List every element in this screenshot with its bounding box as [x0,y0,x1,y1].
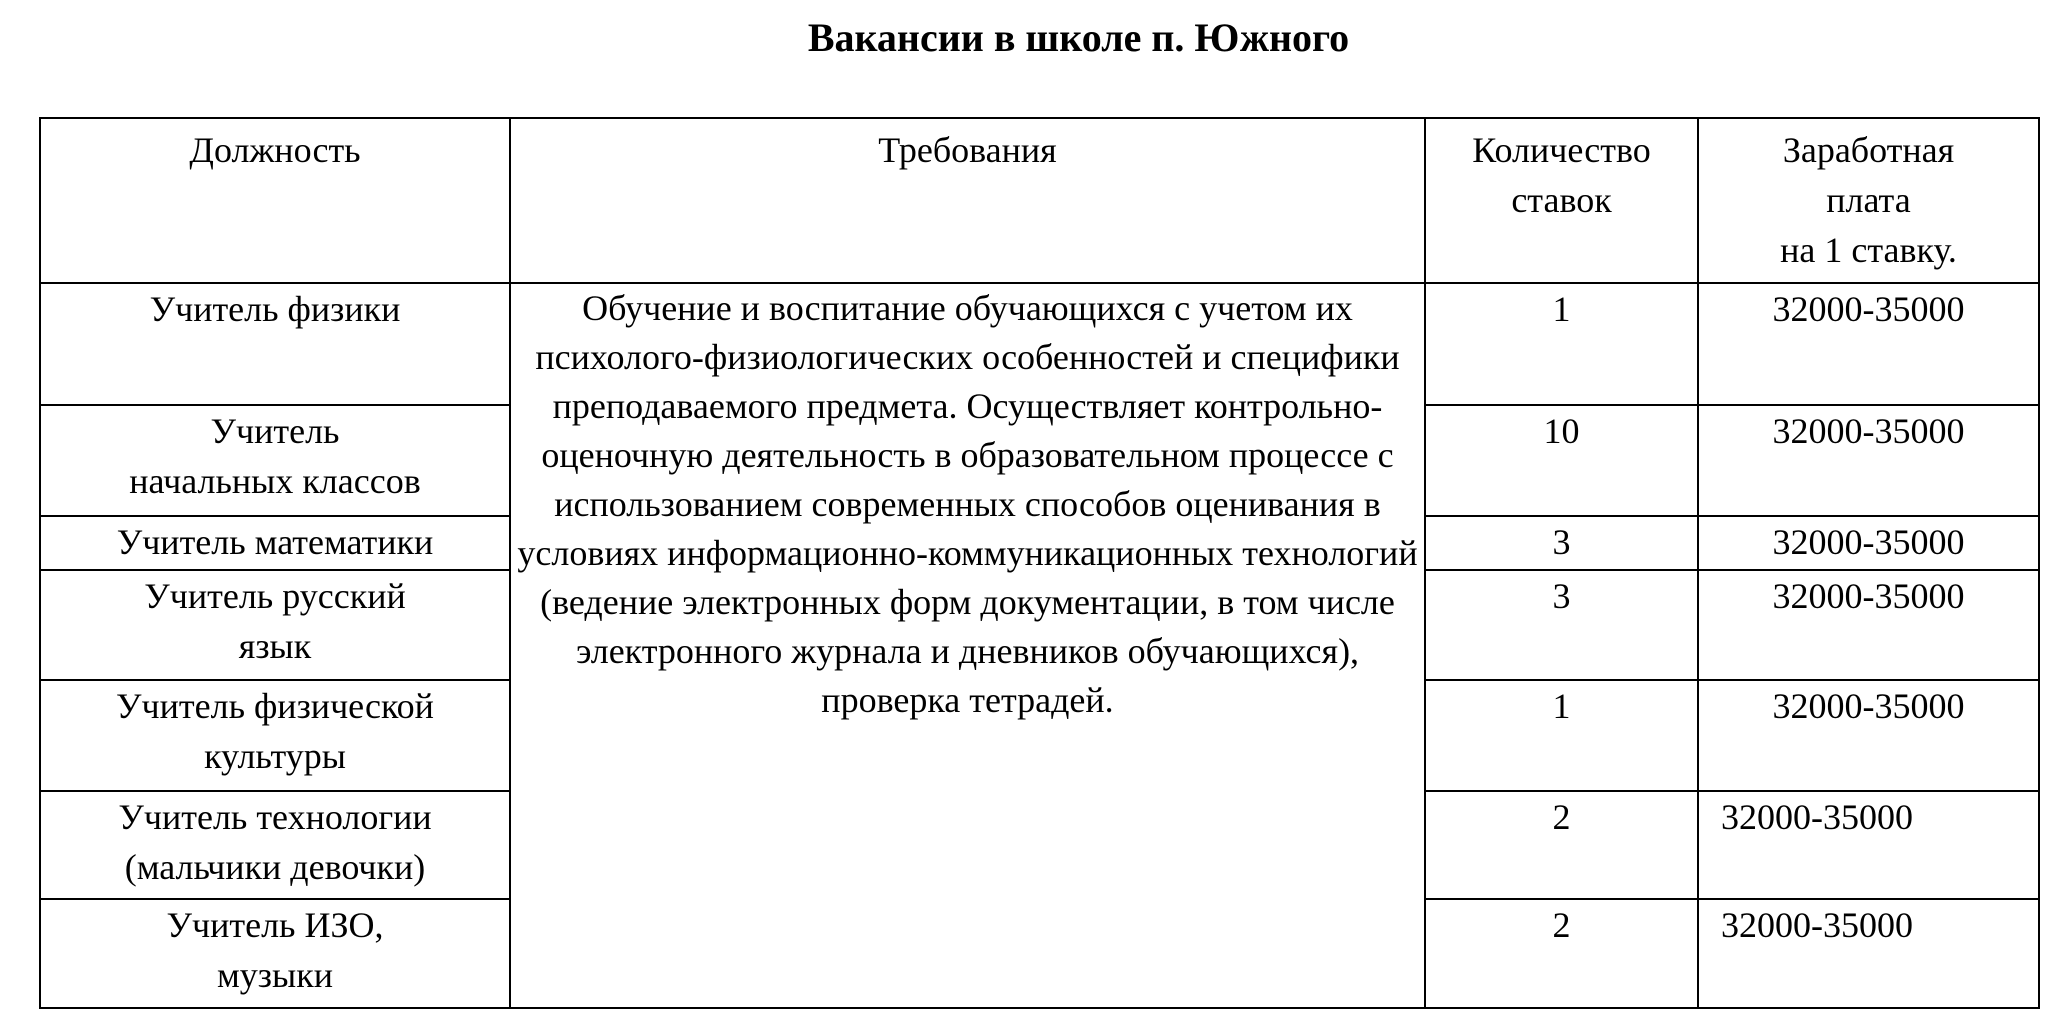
salary-cell [1698,283,2039,405]
header-salary-label-line3: на 1 ставку. [1780,230,1957,270]
rates-value: 3 [1552,576,1571,616]
rates-value: 1 [1552,289,1571,329]
rates-cell [1425,570,1698,680]
requirements-text: Обучение и воспитание обучающихся с учетом их психолого-физиологических особенностей и специфики преподаваемого предмета. Осуществляет контрольно-оценочную деятельность в образовательном процессе с использованием современных способов оценивания в условиях информационно-коммуникационных технологий (ведение электронных форм документации, в том числе электронного журнала и дневников обучающихся), проверка тетрадей. [517,288,1418,720]
salary-value: 32000-35000 [1772,411,1965,451]
rates-cell [1425,405,1698,516]
position-label-line2: начальных классов [129,461,421,501]
position-label-line2: язык [238,626,312,666]
position-label-line2: (мальчики девочки) [124,847,426,887]
position-cell [40,899,510,1008]
header-requirements-label: Требования [878,130,1057,170]
page-title: Вакансии в школе п. Южного [807,15,1350,60]
position-label: Учитель математики [116,522,434,562]
rates-cell [1425,516,1698,570]
position-label-line1: Учитель русский [144,576,406,616]
rates-value: 2 [1552,905,1571,945]
salary-value: 32000-35000 [1772,522,1965,562]
position-label-line2: культуры [204,736,346,776]
position-cell [40,283,510,405]
salary-value: 32000-35000 [1772,686,1965,726]
table-row [40,283,2039,405]
header-rates-label-line1: Количество [1472,130,1651,170]
header-requirements [510,118,1425,283]
salary-cell [1698,791,2039,899]
header-position [40,118,510,283]
salary-cell [1698,405,2039,516]
salary-value: 32000-35000 [1721,905,1913,945]
table-header-row [40,118,2039,283]
salary-cell [1698,516,2039,570]
rates-value: 1 [1552,686,1571,726]
position-label: Учитель физики [149,289,401,329]
position-cell [40,516,510,570]
position-cell [40,570,510,680]
header-salary-label-line1: Заработная [1782,130,1955,170]
requirements-cell [510,283,1425,1008]
position-label-line1: Учитель технологии [118,797,432,837]
salary-value: 32000-35000 [1772,576,1965,616]
position-label-line2: музыки [217,955,333,995]
salary-value: 32000-35000 [1721,797,1913,837]
header-position-label: Должность [189,130,361,170]
rates-cell [1425,899,1698,1008]
position-cell [40,680,510,791]
position-label-line1: Учитель [210,411,340,451]
position-cell [40,405,510,516]
header-rates [1425,118,1698,283]
rates-cell [1425,283,1698,405]
rates-value: 2 [1552,797,1571,837]
salary-cell [1698,680,2039,791]
salary-value: 32000-35000 [1772,289,1965,329]
position-label-line1: Учитель физической [116,686,434,726]
header-salary-label-line2: плата [1826,180,1911,220]
position-label-line1: Учитель ИЗО, [166,905,384,945]
vacancies-table [39,117,2040,1009]
header-salary [1698,118,2039,283]
salary-cell [1698,570,2039,680]
position-cell [40,791,510,899]
rates-value: 10 [1543,411,1580,451]
rates-cell [1425,791,1698,899]
salary-cell [1698,899,2039,1008]
rates-cell [1425,680,1698,791]
header-rates-label-line2: ставок [1511,180,1612,220]
rates-value: 3 [1552,522,1571,562]
